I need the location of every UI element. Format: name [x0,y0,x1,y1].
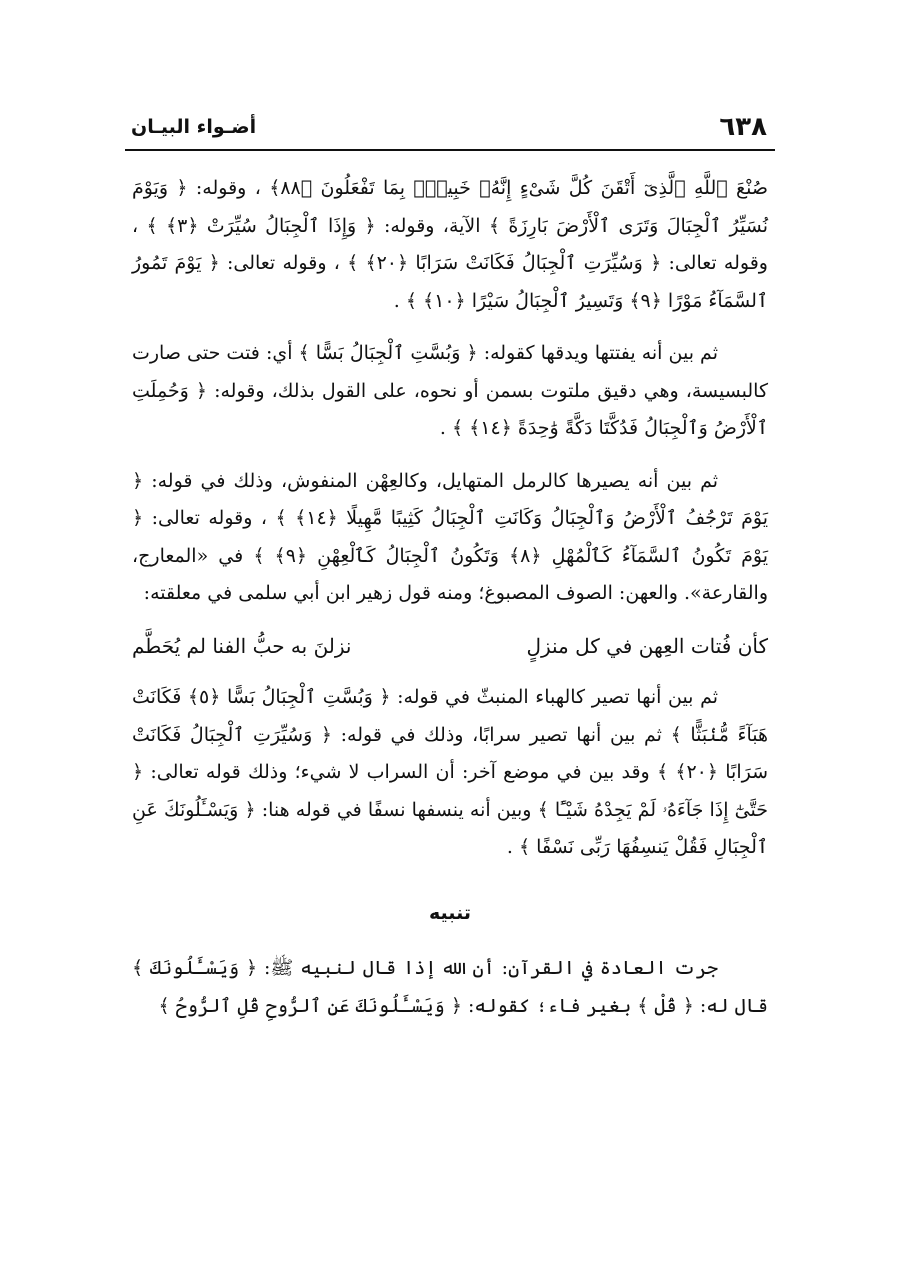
verse-first-hemistich: كأن فُتات العِهن في كل منزلٍ [526,633,768,658]
section-heading: تنبيه [429,901,471,924]
paragraph-2: ثم بين أنه يفتتها ويدقها كقوله: ﴿ وَبُسَّتِ ٱلْجِبَالُ بَسًّا ﴾ أي: فتت حتى صارت كالبسيسة، وهي دقيق ملتوت بسمن أو نحوه، على القول بذلك، وقوله: ﴿ وَحُمِلَتِ ٱلْأَرْضُ وَٱلْجِبَالُ فَدُكَّتَا دَكَّةً وَٰحِدَةً ﴿١٤﴾ ﴾ . [132,342,768,439]
paragraph-5: جرت العادة في القرآن: أن الله إذا قال لنبيه ﷺ: ﴿ وَيَسْـَٔلُونَكَ ﴾ قال له: ﴿ قُلْ ﴾ بغير فاء؛ كقوله: ﴿ وَيَسْـَٔلُونَكَ عَنِ ٱلرُّوحِ قُلِ ٱلرُّوحُ ﴾ [132,957,768,1017]
page-body [132,170,768,1040]
verse-second-hemistich: نزلنَ به حبُّ الفنا لم يُحَطَّم [132,633,352,658]
paragraph-3: ثم بين أنه يصيرها كالرمل المتهايل، وكالعِهْن المنفوش، وذلك في قوله: ﴿ يَوْمَ تَرْجُفُ ٱلْأَرْضُ وَٱلْجِبَالُ وَكَانَتِ ٱلْجِبَالُ كَثِيبًا مَّهِيلًا ﴿١٤﴾ ﴾ ، وقوله تعالى: ﴿ يَوْمَ تَكُونُ ٱلسَّمَآءُ كَٱلْمُهْلِ ﴿٨﴾ وَتَكُونُ ٱلْجِبَالُ كَٱلْعِهْنِ ﴿٩﴾ ﴾ في «المعارج، والقارعة». والعهن: الصوف المصبوغ؛ ومنه قول زهير ابن أبي سلمى في معلقته: [132,469,768,604]
running-title: أضـواء البيـان [131,116,257,138]
paragraph-4: ثم بين أنها تصير كالهباء المنبثّ في قوله: ﴿ وَبُسَّتِ ٱلْجِبَالُ بَسًّا ﴿٥﴾ فَكَانَتْ هَبَآءً مُّنۢبَثًّا ﴾ ثم بين أنها تصير سرابًا، وذلك في قوله: ﴿ وَسُيِّرَتِ ٱلْجِبَالُ فَكَانَتْ سَرَابًا ﴿٢٠﴾ ﴾ وقد بين في موضع آخر: أن السراب لا شيء؛ وذلك قوله تعالى: ﴿ حَتَّىٰٓ إِذَا جَآءَهُۥ لَمْ يَجِدْهُ شَيْـًٔا ﴾ وبين أنه ينسفها نسفًا في قوله هنا: ﴿ وَيَسْـَٔلُونَكَ عَنِ ٱلْجِبَالِ فَقُلْ يَنسِفُهَا رَبِّى نَسْفًا ﴾ . [132,686,768,858]
paragraph-1: صُنْعَ ٱللَّهِ ٱلَّذِىٓ أَتْقَنَ كُلَّ شَىْءٍ إِنَّهُۥ خَبِيرٌۢ بِمَا تَفْعَلُونَ ﴿٨٨﴾ ، وقوله: ﴿ وَيَوْمَ نُسَيِّرُ ٱلْجِبَالَ وَتَرَى ٱلْأَرْضَ بَارِزَةً ﴾ الآية، وقوله: ﴿ وَإِذَا ٱلْجِبَالُ سُيِّرَتْ ﴿٣﴾ ﴾ ، وقوله تعالى: ﴿ وَسُيِّرَتِ ٱلْجِبَالُ فَكَانَتْ سَرَابًا ﴿٢٠﴾ ﴾ ، وقوله تعالى: ﴿ يَوْمَ تَمُورُ ٱلسَّمَآءُ مَوْرًا ﴿٩﴾ وَتَسِيرُ ٱلْجِبَالُ سَيْرًا ﴿١٠﴾ ﴾ . [132,177,769,312]
header-divider [125,149,775,151]
page-header [125,108,775,144]
page-number: ٦٣٨ [719,112,767,142]
poetry-verse [132,628,768,666]
